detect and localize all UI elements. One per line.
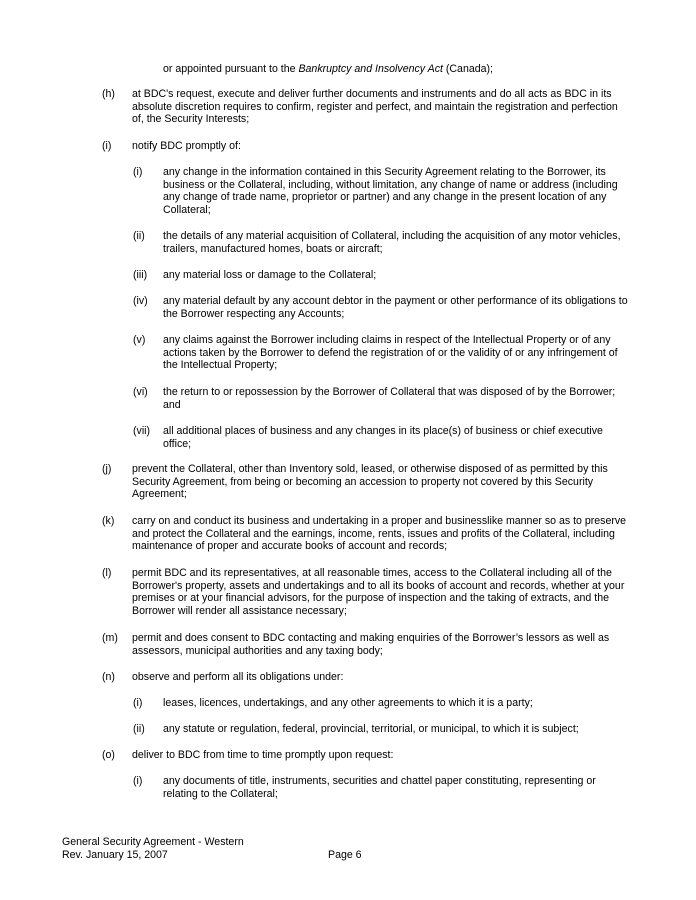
clause-i-sub-7-text: all additional places of business and any changes in its place(s) of business or chief executive office;	[163, 425, 603, 450]
clause-i-sub-2-label: (ii)	[133, 230, 145, 242]
clause-i-sub-2-text: the details of any material acquisition of Collateral, including the acquisition of any motor vehicles, trailers, manufactured homes, boats or aircraft;	[163, 230, 621, 255]
clause-i-sub-1-label: (i)	[133, 166, 143, 178]
clause-i-sub-4-label: (iv)	[133, 295, 148, 307]
clause-i-sub-3-text: any material loss or damage to the Collateral;	[163, 269, 377, 281]
clause-o-label: (o)	[102, 749, 115, 761]
footer-doc-title: General Security Agreement - Western	[62, 836, 244, 848]
clause-h-text: at BDC's request, execute and deliver further documents and instruments and do all acts as BDC in its absolute discretion requires to confirm, register and perfect, and maintain the registration and perfection of, the Security Interests;	[132, 88, 618, 126]
clause-i-sub-1-text: any change in the information contained in this Security Agreement relating to the Borrower, its business or the Collateral, including, without limitation, any change of name or address (including any change of trade name, proprietor or partner) and any change in the present location of any Collateral;	[163, 166, 618, 216]
clause-i-sub-3-label: (iii)	[133, 269, 148, 281]
footer-revision: Rev. January 15, 2007	[62, 848, 168, 861]
clause-o-text: deliver to BDC from time to time promptly upon request:	[132, 749, 394, 761]
clause-i-sub-5-text: any claims against the Borrower including claims in respect of the Intellectual Property or of any actions taken by the Borrower to defend the registration of or the validity of or any infringement of the Intellectual Property;	[163, 334, 618, 372]
continuation-after: (Canada);	[442, 63, 493, 75]
clause-o-sub-1-text: any documents of title, instruments, securities and chattel paper constituting, representing or relating to the Collateral;	[163, 775, 596, 800]
clause-i-sub-7-label: (vii)	[133, 425, 151, 437]
page-footer	[62, 836, 662, 861]
clause-i-sub-5-label: (v)	[133, 334, 146, 346]
clause-k-label: (k)	[102, 515, 115, 527]
clause-n-sub-2-label: (ii)	[133, 723, 145, 735]
clause-l-label: (l)	[102, 567, 112, 579]
footer-revision-row	[62, 849, 662, 862]
clause-n-label: (n)	[102, 671, 115, 683]
clause-m-text: permit and does consent to BDC contacting and making enquiries of the Borrower’s lessors as well as assessors, municipal authorities and any taxing body;	[132, 632, 610, 657]
clause-n-sub-1-text: leases, licences, undertakings, and any other agreements to which it is a party;	[163, 697, 533, 709]
clause-i-sub-4-text: any material default by any account debtor in the payment or other performance of its obligations to the Borrower respecting any Accounts;	[163, 295, 628, 320]
clause-k-text: carry on and conduct its business and undertaking in a proper and businesslike manner so as to preserve and protect the Collateral and the earnings, income, rents, issues and profits of the Collateral, including maintenance of proper and accurate books of account and records;	[132, 515, 627, 553]
clause-o-sub-1-label: (i)	[133, 775, 143, 787]
continuation-text	[163, 63, 623, 76]
act-title: Bankruptcy and Insolvency Act	[298, 63, 443, 75]
clause-i-text: notify BDC promptly of:	[132, 140, 241, 152]
page-number: Page 6	[328, 848, 362, 861]
continuation-before: or appointed pursuant to the	[163, 63, 299, 75]
clause-n-text: observe and perform all its obligations under:	[132, 671, 344, 683]
clause-i-label: (i)	[102, 140, 112, 152]
clause-i-sub-6-label: (vi)	[133, 386, 148, 398]
clause-j-label: (j)	[102, 463, 112, 475]
clause-i-sub-6-text: the return to or repossession by the Borrower of Collateral that was disposed of by the Borrower; and	[163, 386, 616, 411]
clause-l-text: permit BDC and its representatives, at all reasonable times, access to the Collateral including all of the Borrower's property, assets and undertakings and to all its books of account and records, whether at your premises or at your financial advisors, for the purpose of inspection and the taking of extracts, and the Borrower will render all assistance necessary;	[132, 567, 625, 617]
clause-n-sub-1-label: (i)	[133, 697, 143, 709]
clause-h-label: (h)	[102, 88, 115, 100]
clause-j-text: prevent the Collateral, other than Inventory sold, leased, or otherwise disposed of as permitted by this Security Agreement, from being or becoming an accession to property not covered by this Security Agreement;	[132, 463, 608, 501]
clause-n-sub-2-text: any statute or regulation, federal, provincial, territorial, or municipal, to which it is subject;	[163, 723, 579, 735]
clause-m-label: (m)	[102, 632, 118, 644]
